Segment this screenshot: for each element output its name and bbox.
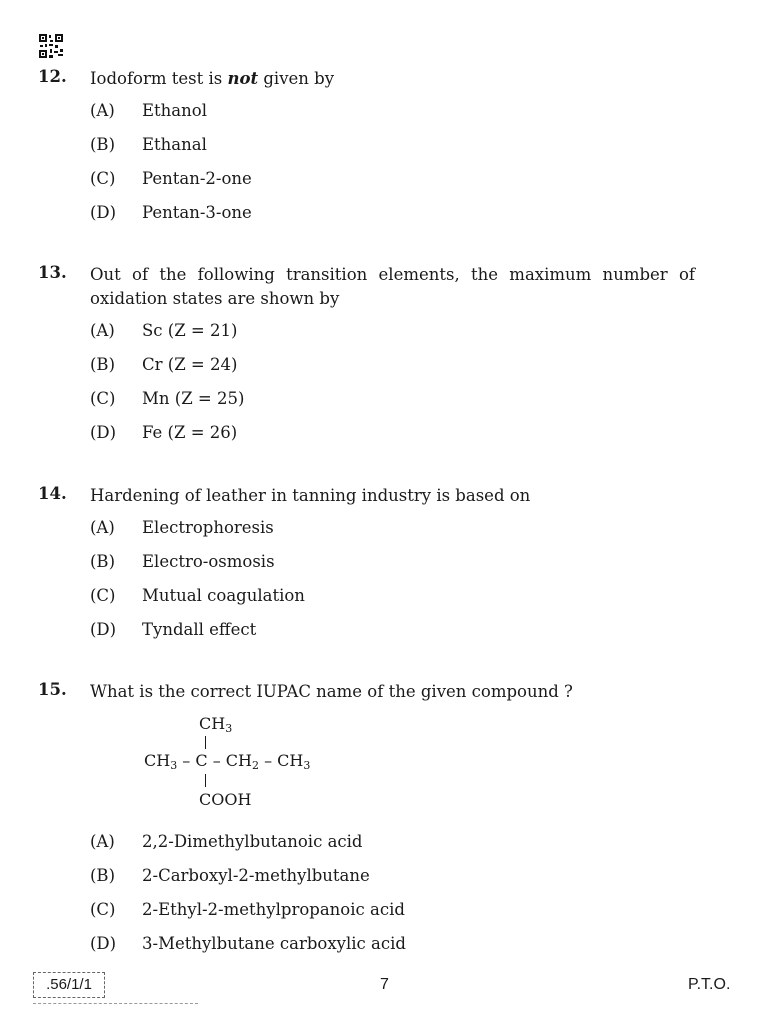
option-label: (C) [90,169,116,188]
question-text: Hardening of leather in tanning industry is based on [90,486,531,505]
option-text: Ethanol [142,101,207,120]
option-text: Fe (Z = 26) [142,423,238,442]
option-label: (B) [90,355,115,374]
option-label: (C) [90,900,116,919]
footer-divider [33,1003,198,1004]
question-text: Iodoform test is not given by [90,69,335,88]
option-text: 2,2-Dimethylbutanoic acid [142,832,363,851]
pto-label: P.T.O. [688,976,731,993]
option-label: (B) [90,135,115,154]
question-text: What is the correct IUPAC name of the given compound ? [90,682,573,701]
main-chain: $CH_3$ – C – $CH_2 - CH_3$ [144,751,311,772]
option-label: (B) [90,866,115,885]
option-label: (C) [90,586,116,605]
question-number: 14. [38,484,67,503]
option-label: (D) [90,620,117,639]
option-text: Pentan-3-one [142,203,252,222]
option-text: Mn (Z = 25) [142,389,245,408]
methyl-top-group: $CH_3$ [199,714,233,735]
bond-top [205,736,206,749]
qr-code-icon [38,33,64,59]
question-number: 12. [38,67,67,86]
option-label: (B) [90,552,115,571]
option-label: (C) [90,389,116,408]
paper-code: .56/1/1 [33,972,105,998]
option-text: 3-Methylbutane carboxylic acid [142,934,406,953]
option-label: (D) [90,423,117,442]
option-text: Cr (Z = 24) [142,355,238,374]
option-text: Electro-osmosis [142,552,275,571]
option-text: 2-Carboxyl-2-methylbutane [142,866,370,885]
page-number: 7 [380,976,389,993]
option-label: (A) [90,832,115,851]
carboxyl-group: COOH [199,790,252,809]
option-text: 2-Ethyl-2-methylpropanoic acid [142,900,405,919]
bond-bottom [205,774,206,787]
option-label: (D) [90,203,117,222]
option-label: (A) [90,101,115,120]
emphasis-not: not [227,69,259,88]
option-text: Sc (Z = 21) [142,321,238,340]
option-label: (A) [90,518,115,537]
central-carbon: C [195,751,208,770]
question-text: Out of the following transition elements, the maximum number of oxidation states are shown by [90,265,695,308]
option-text: Electrophoresis [142,518,274,537]
option-label: (A) [90,321,115,340]
question-number: 13. [38,263,67,282]
option-text: Mutual coagulation [142,586,305,605]
option-text: Tyndall effect [142,620,257,639]
option-text: Pentan-2-one [142,169,252,188]
option-label: (D) [90,934,117,953]
option-text: Ethanal [142,135,207,154]
question-number: 15. [38,680,67,699]
